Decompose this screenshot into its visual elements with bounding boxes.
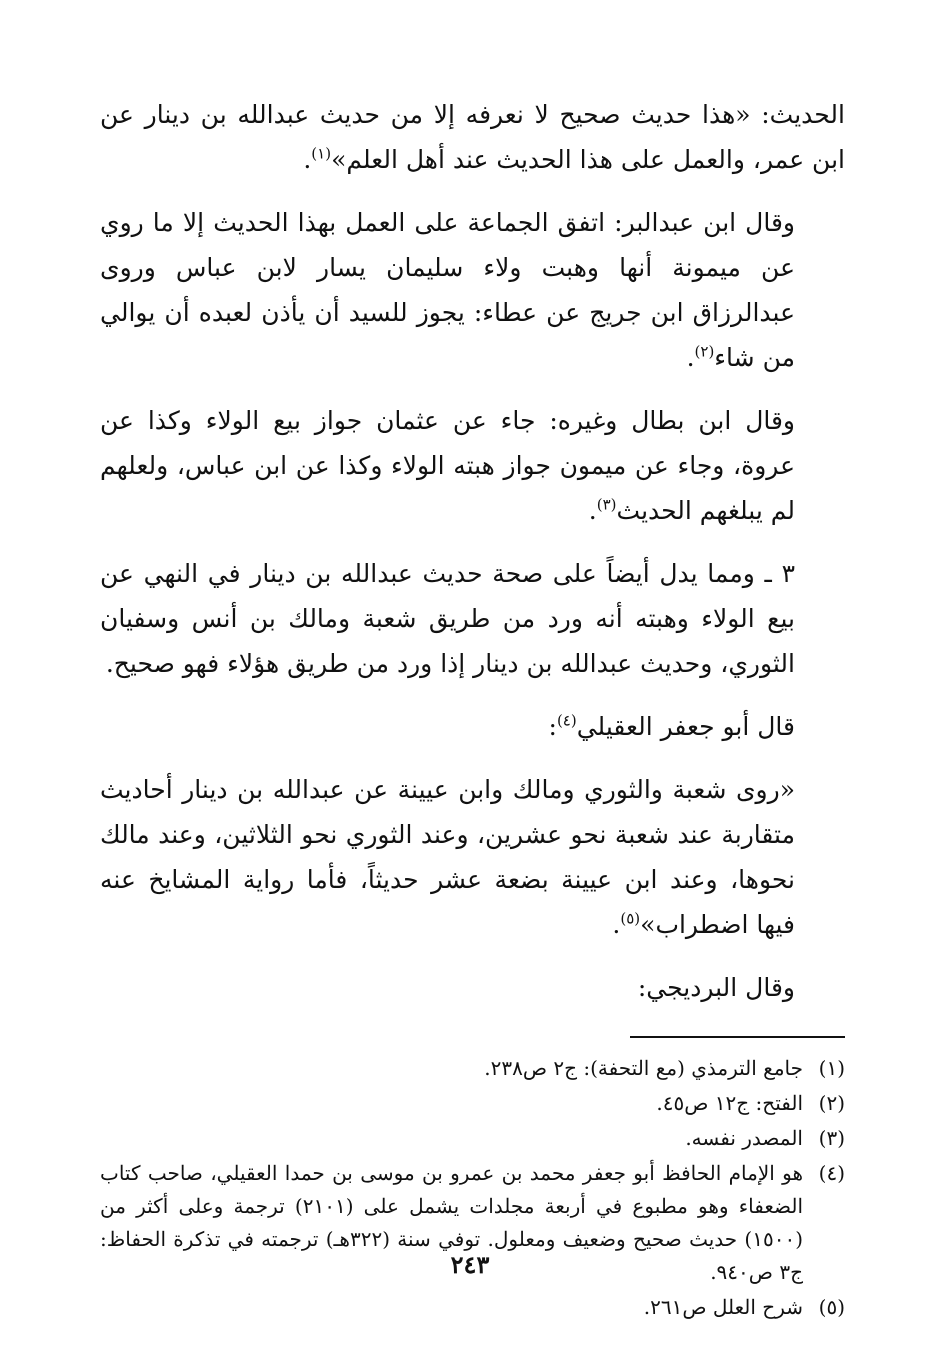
paragraph-end: : xyxy=(548,712,557,741)
paragraph-hadith-intro xyxy=(100,92,845,182)
footnote-marker: (٤) xyxy=(556,711,577,730)
footnote-item xyxy=(100,1052,845,1085)
footnote-item xyxy=(100,1122,845,1155)
paragraph-end: . xyxy=(612,910,621,939)
paragraph-ibn-battal xyxy=(100,398,845,533)
footnotes-list xyxy=(100,1052,845,1324)
paragraph-text: قال أبو جعفر العقيلي xyxy=(576,712,795,741)
footnote-text: شرح العلل ص٢٦١. xyxy=(643,1295,803,1319)
paragraph-ibn-abdulbarr xyxy=(100,200,845,380)
paragraph-text: وقال البرديجي: xyxy=(637,973,795,1002)
footnote-marker: (٣) xyxy=(596,495,617,514)
paragraph-uqayli-quote xyxy=(100,767,845,947)
paragraph-text: ٣ ـ ومما يدل أيضاً على صحة حديث عبدالله بن دينار في النهي عن بيع الولاء وهبته أنه ورد من طريق شعبة ومالك بن أنس وسفيان الثوري، وحديث عبدالله بن دينار إذا ورد من طريق هؤلاء فهو صحيح. xyxy=(100,559,795,678)
paragraph-point-three xyxy=(100,551,845,686)
footnote-marker: (٢) xyxy=(694,342,715,361)
footnote-number: (٥) xyxy=(818,1295,845,1319)
footnote-divider xyxy=(630,1036,845,1038)
paragraph-text: وقال ابن بطال وغيره: جاء عن عثمان جواز بيع الولاء وكذا عن عروة، وجاء عن ميمون جواز هبته الولاء وكذا عن ابن عباس، ولعلهم لم يبلغهم الحديث xyxy=(100,406,795,525)
page-number: ٢٤٣ xyxy=(450,1250,490,1279)
paragraph-text: وقال ابن عبدالبر: اتفق الجماعة على العمل بهذا الحديث إلا ما روي عن ميمونة أنها وهبت ولاء سليمان يسار لابن عباس وروى عبدالرزاق ابن جريج عن عطاء: يجوز للسيد أن يأذن لعبده أن يوالي من شاء xyxy=(100,208,795,372)
footnote-marker: (٥) xyxy=(620,909,641,928)
paragraph-end: . xyxy=(303,145,312,174)
footnote-number: (٤) xyxy=(818,1161,845,1185)
footnote-number: (٢) xyxy=(818,1091,845,1115)
paragraph-end: . xyxy=(686,343,695,372)
footnote-text: المصدر نفسه. xyxy=(685,1126,803,1150)
paragraph-end: . xyxy=(588,496,597,525)
footnote-item xyxy=(100,1087,845,1120)
paragraph-text: «روى شعبة والثوري ومالك وابن عيينة عن عبدالله بن دينار أحاديث متقاربة عند شعبة نحو عشرين، وعند الثوري نحو الثلاثين، وعند مالك نحوها، وعند ابن عيينة بضعة عشر حديثاً، فأما رواية المشايخ عنه فيها اضطراب» xyxy=(100,775,795,939)
page-body xyxy=(100,92,845,1326)
footnote-number: (١) xyxy=(818,1056,845,1080)
paragraph-uqayli-heading xyxy=(100,704,845,749)
paragraph-bardiji xyxy=(100,965,845,1010)
footnote-marker: (١) xyxy=(311,144,332,163)
footnote-text: الفتح: ج١٢ ص٤٥. xyxy=(656,1091,803,1115)
footnote-number: (٣) xyxy=(818,1126,845,1150)
footnote-text: جامع الترمذي (مع التحفة): ج٢ ص٢٣٨. xyxy=(484,1056,803,1080)
footnote-text: هو الإمام الحافظ أبو جعفر محمد بن عمرو بن موسى بن حمدا العقيلي، صاحب كتاب الضعفاء وهو مطبوع في أربعة مجلدات يشمل على (٢١٠١) ترجمة وعلى أكثر من (١٥٠٠) حديث صحيح وضعيف ومعلول. توفي سنة (٣٢٢هـ) ترجمته في تذكرة الحفاظ: ج٣ ص٩٤٠. xyxy=(100,1161,804,1284)
footnote-item xyxy=(100,1291,845,1324)
paragraph-text: الحديث: «هذا حديث صحيح لا نعرفه إلا من حديث عبدالله بن دينار عن ابن عمر، والعمل على هذا الحديث عند أهل العلم» xyxy=(100,100,845,174)
